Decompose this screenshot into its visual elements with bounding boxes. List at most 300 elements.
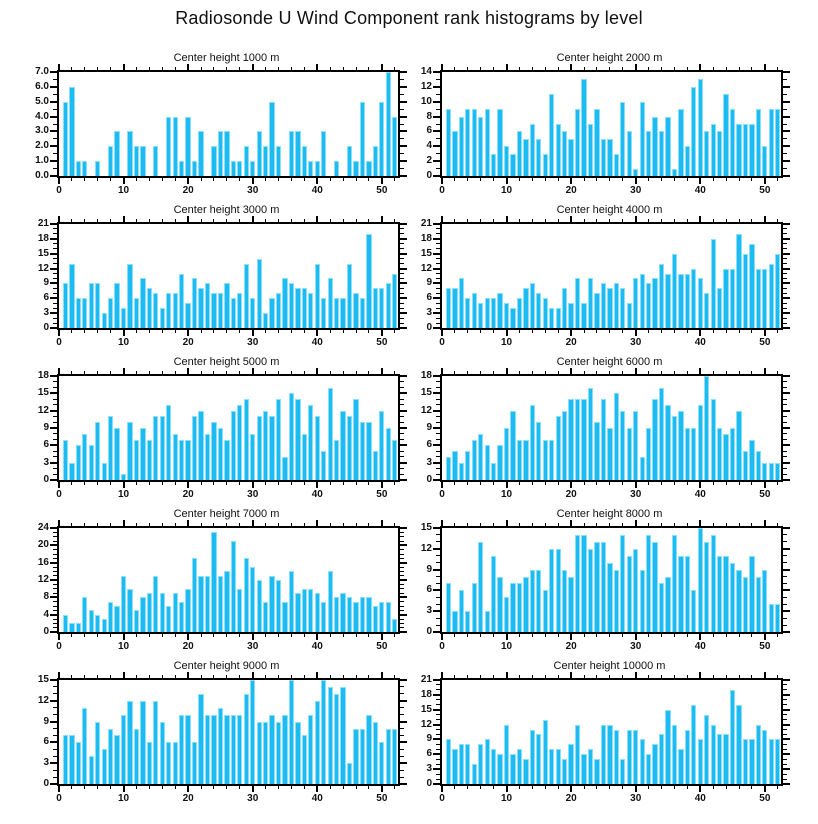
x-major-tick-top xyxy=(699,520,701,526)
y-tick-label: 15 xyxy=(37,247,49,259)
x-minor-tick-bottom xyxy=(265,634,266,637)
x-minor-tick-top xyxy=(213,675,214,678)
y-major-tick-left xyxy=(433,145,440,147)
histogram-bar xyxy=(218,576,223,632)
y-minor-tick-left xyxy=(53,278,57,279)
histogram-bar xyxy=(769,109,774,176)
histogram-bar xyxy=(497,109,502,176)
y-major-tick-left xyxy=(433,631,440,633)
y-major-tick-left xyxy=(50,427,57,429)
histogram-bar xyxy=(302,589,307,632)
x-major-tick-bottom xyxy=(381,330,383,336)
histogram-bar xyxy=(69,87,74,176)
x-major-tick-top xyxy=(699,64,701,70)
histogram-bar xyxy=(379,742,384,784)
subplot-title: Center height 3000 m xyxy=(173,204,280,216)
histogram-bar xyxy=(244,399,249,480)
x-minor-tick-bottom xyxy=(368,482,369,485)
histogram-bar xyxy=(762,269,767,328)
histogram-bar xyxy=(153,701,158,784)
y-minor-tick-left xyxy=(53,318,57,319)
x-major-tick-bottom xyxy=(187,330,189,336)
y-major-tick-left xyxy=(433,694,440,696)
histogram-bar xyxy=(289,571,294,632)
histogram-bar xyxy=(478,542,483,632)
histogram-bar xyxy=(121,576,126,632)
x-tick-label: 10 xyxy=(118,641,130,652)
histogram-bar xyxy=(775,463,780,480)
histogram-bar xyxy=(89,756,94,784)
histogram-bar xyxy=(452,288,457,328)
x-minor-tick-top xyxy=(394,371,395,374)
histogram-bar xyxy=(321,131,326,176)
y-major-tick-right xyxy=(400,596,407,598)
histogram-bar xyxy=(340,593,345,632)
y-minor-tick-right xyxy=(783,541,787,542)
histogram-bar xyxy=(588,124,593,176)
x-minor-tick-bottom xyxy=(149,786,150,789)
histogram-bar xyxy=(594,293,599,328)
histogram-bar xyxy=(472,293,477,328)
y-minor-tick-right xyxy=(783,719,787,720)
histogram-bar xyxy=(465,611,470,632)
y-major-tick-right xyxy=(783,160,790,162)
histogram-bar xyxy=(601,139,606,176)
histogram-bar xyxy=(276,580,281,632)
histogram-bar xyxy=(308,589,313,632)
x-minor-tick-bottom xyxy=(175,330,176,333)
histogram-bar xyxy=(89,283,94,328)
histogram-bar xyxy=(711,535,716,632)
histogram-bar xyxy=(652,542,657,632)
y-tick-label: 0 xyxy=(43,778,49,789)
subplot-title: Center height 1000 m xyxy=(173,52,280,64)
x-minor-tick-top xyxy=(661,523,662,526)
histogram-bar xyxy=(523,577,528,632)
x-minor-tick-top xyxy=(777,219,778,222)
histogram-bar xyxy=(485,739,490,784)
x-minor-tick-top xyxy=(596,219,597,222)
x-tick-label: 40 xyxy=(311,489,323,500)
histogram-bar xyxy=(373,451,378,480)
histogram-bar xyxy=(166,742,171,784)
histogram-bar xyxy=(485,445,490,480)
y-major-tick-left xyxy=(50,444,57,446)
histogram-bar xyxy=(536,139,541,176)
x-minor-tick-bottom xyxy=(661,330,662,333)
x-major-tick-bottom xyxy=(570,178,572,184)
y-major-tick-right xyxy=(783,738,790,740)
x-minor-tick-top xyxy=(226,523,227,526)
x-minor-tick-top xyxy=(596,67,597,70)
x-major-tick-top xyxy=(187,672,189,678)
y-minor-tick-left xyxy=(53,381,57,382)
y-minor-tick-left xyxy=(53,243,57,244)
x-minor-tick-top xyxy=(110,219,111,222)
histogram-bar xyxy=(321,602,326,632)
x-minor-tick-bottom xyxy=(291,330,292,333)
histogram-bar xyxy=(360,102,365,176)
histogram-bar xyxy=(224,440,229,480)
histogram-bar xyxy=(386,283,391,328)
x-minor-tick-bottom xyxy=(648,634,649,637)
y-minor-tick-left xyxy=(436,94,440,95)
x-minor-tick-bottom xyxy=(687,482,688,485)
x-minor-tick-top xyxy=(777,675,778,678)
x-major-tick-bottom xyxy=(252,482,254,488)
histogram-bar xyxy=(198,131,203,176)
y-tick-label: 12 xyxy=(37,262,49,274)
x-minor-tick-top xyxy=(291,219,292,222)
x-major-tick-top xyxy=(506,520,508,526)
histogram-bar xyxy=(185,715,190,784)
x-minor-tick-top xyxy=(493,523,494,526)
x-major-tick-top xyxy=(58,368,60,374)
histogram-bar xyxy=(652,117,657,176)
subplot-title: Center height 8000 m xyxy=(556,508,663,520)
x-minor-tick-bottom xyxy=(687,330,688,333)
x-minor-tick-top xyxy=(596,675,597,678)
histogram-bar xyxy=(82,597,87,632)
x-minor-tick-bottom xyxy=(149,482,150,485)
x-tick-label: 50 xyxy=(376,489,388,500)
x-minor-tick-bottom xyxy=(726,330,727,333)
y-major-tick-right xyxy=(783,527,790,529)
y-minor-tick-left xyxy=(53,303,57,304)
y-major-tick-left xyxy=(433,238,440,240)
x-minor-tick-top xyxy=(149,675,150,678)
histogram-bar xyxy=(497,445,502,480)
plot-area xyxy=(37,674,400,804)
x-minor-tick-top xyxy=(175,67,176,70)
x-minor-tick-bottom xyxy=(330,482,331,485)
histogram-bar xyxy=(465,298,470,328)
histogram-bar xyxy=(134,610,139,632)
y-minor-tick-left xyxy=(436,323,440,324)
histogram-bar xyxy=(82,161,87,176)
histogram-bar xyxy=(76,623,81,632)
x-minor-tick-bottom xyxy=(291,482,292,485)
y-tick-label: 9 xyxy=(43,277,49,289)
x-minor-tick-bottom xyxy=(136,330,137,333)
y-major-tick-right xyxy=(783,783,790,785)
histogram-bar xyxy=(640,570,645,632)
x-major-tick-bottom xyxy=(187,634,189,640)
histogram-bar xyxy=(140,428,145,480)
x-minor-tick-top xyxy=(149,219,150,222)
histogram-bar xyxy=(459,278,464,328)
histogram-bar xyxy=(472,583,477,632)
histogram-bar xyxy=(517,583,522,632)
x-minor-tick-top xyxy=(584,675,585,678)
x-minor-tick-top xyxy=(739,523,740,526)
y-major-tick-left xyxy=(433,253,440,255)
y-minor-tick-right xyxy=(400,79,404,80)
x-minor-tick-top xyxy=(519,371,520,374)
x-major-tick-top xyxy=(635,520,637,526)
x-minor-tick-top xyxy=(532,523,533,526)
y-major-tick-left xyxy=(433,783,440,785)
x-tick-label: 20 xyxy=(565,641,577,652)
y-minor-tick-left xyxy=(436,704,440,705)
histogram-bar xyxy=(775,254,780,328)
x-minor-tick-bottom xyxy=(304,178,305,181)
x-minor-tick-top xyxy=(97,219,98,222)
histogram-bar xyxy=(134,146,139,176)
y-tick-label: 9 xyxy=(43,422,49,433)
y-minor-tick-right xyxy=(783,618,787,619)
histogram-bar xyxy=(659,264,664,328)
x-tick-label: 30 xyxy=(630,337,642,348)
histogram-bar xyxy=(353,602,358,632)
y-minor-tick-right xyxy=(783,168,787,169)
plot-area xyxy=(420,218,783,348)
x-minor-tick-top xyxy=(493,675,494,678)
x-major-tick-top xyxy=(316,368,318,374)
histogram-bar xyxy=(581,79,586,176)
y-minor-tick-right xyxy=(783,779,787,780)
x-minor-tick-bottom xyxy=(265,482,266,485)
histogram-bar xyxy=(379,288,384,328)
x-minor-tick-bottom xyxy=(609,482,610,485)
x-minor-tick-bottom xyxy=(739,482,740,485)
histogram-bar xyxy=(282,457,287,480)
y-minor-tick-left xyxy=(436,625,440,626)
histogram-bar xyxy=(373,288,378,328)
x-minor-tick-top xyxy=(493,219,494,222)
subplot-cell-center-height-5000-m xyxy=(0,348,409,500)
histogram-bar xyxy=(556,124,561,176)
y-minor-tick-right xyxy=(400,109,404,110)
y-minor-tick-right xyxy=(783,109,787,110)
histogram-bar xyxy=(575,535,580,632)
x-tick-label: 0 xyxy=(439,489,445,500)
histogram-bar xyxy=(237,161,242,176)
x-major-tick-top xyxy=(764,64,766,70)
y-minor-tick-left xyxy=(436,399,440,400)
x-minor-tick-bottom xyxy=(175,786,176,789)
histogram-bar xyxy=(659,734,664,784)
histogram-bar xyxy=(269,715,274,784)
histogram-bar xyxy=(295,399,300,480)
y-tick-label: 15 xyxy=(420,522,432,533)
y-tick-label: 3 xyxy=(426,307,432,319)
histogram-bar xyxy=(231,298,236,328)
histogram-bar xyxy=(185,117,190,176)
x-minor-tick-bottom xyxy=(596,786,597,789)
x-tick-label: 0 xyxy=(439,641,445,652)
y-minor-tick-left xyxy=(53,468,57,469)
y-minor-tick-right xyxy=(783,308,787,309)
y-minor-tick-left xyxy=(436,288,440,289)
y-tick-label: 15 xyxy=(37,387,49,399)
x-major-tick-top xyxy=(316,672,318,678)
y-major-tick-left xyxy=(50,392,57,394)
histogram-bar xyxy=(478,434,483,480)
histogram-bar xyxy=(549,549,554,632)
x-minor-tick-bottom xyxy=(201,178,202,181)
histogram-bar xyxy=(89,445,94,480)
histogram-bar xyxy=(723,434,728,480)
x-major-tick-top xyxy=(123,216,125,222)
y-minor-tick-left xyxy=(436,79,440,80)
y-major-tick-left xyxy=(50,562,57,564)
x-minor-tick-bottom xyxy=(777,330,778,333)
x-major-tick-bottom xyxy=(570,330,572,336)
histogram-bar xyxy=(588,388,593,480)
histogram-bar xyxy=(308,715,313,784)
x-major-tick-bottom xyxy=(316,178,318,184)
subplot-center-height-1000-m xyxy=(35,52,396,196)
histogram-bar xyxy=(504,428,509,480)
x-minor-tick-bottom xyxy=(97,178,98,181)
x-minor-tick-top xyxy=(149,67,150,70)
x-minor-tick-bottom xyxy=(330,786,331,789)
histogram-bar xyxy=(769,739,774,784)
x-minor-tick-top xyxy=(687,675,688,678)
y-minor-tick-left xyxy=(53,532,57,533)
histogram-bar xyxy=(614,154,619,176)
x-minor-tick-bottom xyxy=(558,178,559,181)
x-minor-tick-top xyxy=(226,675,227,678)
x-major-tick-bottom xyxy=(764,330,766,336)
x-tick-label: 0 xyxy=(56,337,62,348)
x-minor-tick-bottom xyxy=(519,482,520,485)
x-minor-tick-bottom xyxy=(149,178,150,181)
y-major-tick-left xyxy=(50,721,57,723)
x-minor-tick-top xyxy=(609,675,610,678)
histogram-bar xyxy=(69,264,74,328)
y-tick-label: 7.0 xyxy=(35,66,49,77)
histogram-bar xyxy=(491,463,496,480)
histogram-bar xyxy=(211,422,216,480)
x-minor-tick-top xyxy=(454,523,455,526)
histogram-bar xyxy=(452,611,457,632)
y-tick-label: 9 xyxy=(426,733,432,745)
x-minor-tick-bottom xyxy=(239,330,240,333)
histogram-bar xyxy=(160,416,165,480)
x-minor-tick-bottom xyxy=(394,482,395,485)
histogram-bar xyxy=(736,411,741,480)
y-minor-tick-right xyxy=(400,601,404,602)
histogram-bar xyxy=(556,416,561,480)
y-tick-label: 4.0 xyxy=(35,110,49,122)
subplot-title: Center height 2000 m xyxy=(556,52,663,64)
y-minor-tick-left xyxy=(53,456,57,457)
histogram-bar xyxy=(730,428,735,480)
x-major-tick-bottom xyxy=(635,178,637,184)
x-major-tick-top xyxy=(506,672,508,678)
x-minor-tick-bottom xyxy=(162,482,163,485)
histogram-bar xyxy=(652,399,657,480)
histogram-bar xyxy=(633,169,638,176)
histogram-bar xyxy=(244,146,249,176)
x-tick-label: 10 xyxy=(501,185,513,196)
histogram-bar xyxy=(769,463,774,480)
subplot-center-height-3000-m xyxy=(37,204,396,348)
x-major-tick-bottom xyxy=(699,330,701,336)
x-tick-label: 10 xyxy=(501,793,513,804)
y-tick-label: 12 xyxy=(37,404,49,416)
y-minor-tick-left xyxy=(53,387,57,388)
y-tick-label: 6 xyxy=(426,584,432,596)
histogram-bar xyxy=(121,474,126,480)
y-minor-tick-left xyxy=(53,749,57,750)
x-minor-tick-top xyxy=(584,219,585,222)
x-tick-label: 40 xyxy=(311,337,323,348)
x-minor-tick-top xyxy=(713,675,714,678)
histogram-bar xyxy=(749,124,754,176)
x-minor-tick-top xyxy=(343,219,344,222)
x-major-tick-top xyxy=(381,368,383,374)
y-minor-tick-left xyxy=(436,714,440,715)
x-tick-label: 50 xyxy=(759,337,771,348)
y-minor-tick-right xyxy=(783,94,787,95)
x-minor-tick-top xyxy=(97,371,98,374)
y-minor-tick-left xyxy=(436,474,440,475)
histogram-bar xyxy=(95,422,100,480)
y-minor-tick-left xyxy=(436,303,440,304)
y-minor-tick-right xyxy=(783,233,787,234)
x-minor-tick-top xyxy=(545,371,546,374)
x-minor-tick-top xyxy=(368,219,369,222)
x-minor-tick-top xyxy=(687,371,688,374)
histogram-bar xyxy=(160,308,165,328)
histogram-bar xyxy=(76,298,81,328)
y-minor-tick-left xyxy=(436,233,440,234)
x-minor-tick-top xyxy=(278,67,279,70)
x-minor-tick-top xyxy=(213,523,214,526)
x-major-tick-bottom xyxy=(316,786,318,792)
x-minor-tick-top xyxy=(136,523,137,526)
x-minor-tick-bottom xyxy=(175,178,176,181)
y-minor-tick-left xyxy=(53,601,57,602)
x-minor-tick-top xyxy=(304,67,305,70)
histogram-bar xyxy=(134,440,139,480)
y-minor-tick-left xyxy=(436,381,440,382)
y-tick-label: 6 xyxy=(43,292,49,304)
x-minor-tick-top xyxy=(726,67,727,70)
x-minor-tick-bottom xyxy=(278,634,279,637)
histogram-bar xyxy=(392,729,397,784)
y-major-tick-left xyxy=(433,738,440,740)
histogram-bar xyxy=(575,278,580,328)
y-major-tick-left xyxy=(50,86,57,88)
histogram-bar xyxy=(556,549,561,632)
subplot-center-height-2000-m xyxy=(420,52,779,196)
histogram-bar xyxy=(556,308,561,328)
histogram-bar xyxy=(289,680,294,784)
histogram-bar xyxy=(691,428,696,480)
histogram-bar xyxy=(263,411,268,480)
x-minor-tick-top xyxy=(687,67,688,70)
x-minor-tick-bottom xyxy=(622,634,623,637)
x-minor-tick-bottom xyxy=(493,634,494,637)
histogram-bar xyxy=(685,146,690,176)
histogram-bar xyxy=(166,117,171,176)
x-minor-tick-top xyxy=(661,219,662,222)
x-minor-tick-top xyxy=(226,67,227,70)
x-minor-tick-bottom xyxy=(674,482,675,485)
x-minor-tick-bottom xyxy=(454,482,455,485)
y-minor-tick-left xyxy=(53,422,57,423)
y-tick-label: 20 xyxy=(37,539,49,551)
x-minor-tick-top xyxy=(201,371,202,374)
x-minor-tick-top xyxy=(674,371,675,374)
y-minor-tick-left xyxy=(53,575,57,576)
histogram-bar xyxy=(633,411,638,480)
histogram-grid xyxy=(0,44,818,804)
